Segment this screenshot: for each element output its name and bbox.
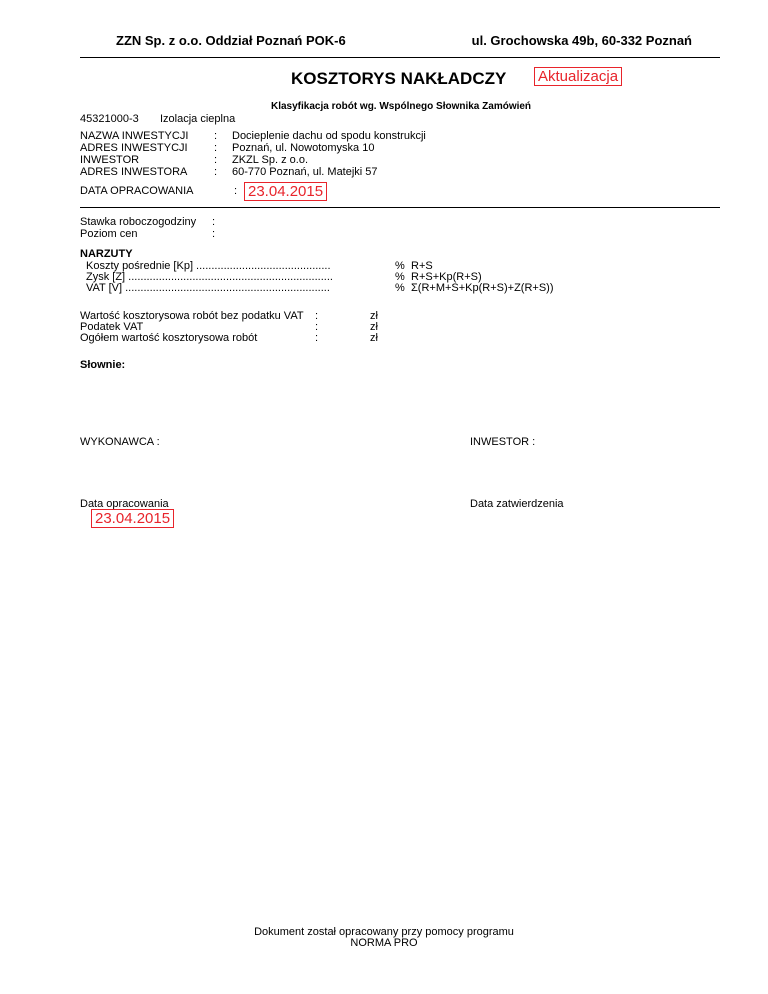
surcharge-basis: Σ(R+M+S+Kp(R+S)+Z(R+S)) xyxy=(411,282,554,294)
date-stamp: 23.04.2015 xyxy=(244,182,327,201)
total-unit: zł xyxy=(370,310,378,322)
page-title: KOSZTORYS NAKŁADCZY xyxy=(291,69,507,88)
investor-label: INWESTOR : xyxy=(470,436,536,448)
approval-date-label: Data zatwierdzenia xyxy=(470,498,564,510)
in-words-label: Słownie: xyxy=(80,359,126,371)
label-date: DATA OPRACOWANIA xyxy=(80,185,194,197)
classification-heading: Klasyfikacja robót wg. Wspólnego Słownika Zamówień xyxy=(271,101,532,112)
value-investor-address: 60-770 Poznań, ul. Matejki 57 xyxy=(232,166,378,178)
label-investor-address: ADRES INWESTORA xyxy=(80,166,188,178)
surcharge-unit: % xyxy=(395,282,405,294)
surcharge-label: Koszty pośrednie [Kp] ............................................ xyxy=(86,260,331,272)
total-label: Wartość kosztorysowa robót bez podatku VAT xyxy=(80,310,304,322)
colon: : xyxy=(212,228,216,240)
classification-name: Izolacja cieplna xyxy=(160,113,236,125)
value-investor: ZKZL Sp. z o.o. xyxy=(232,154,309,166)
surcharge-label: VAT [V] ................................................................... xyxy=(86,282,330,294)
colon: : xyxy=(234,185,238,197)
label-investment-name: NAZWA INWESTYCJI xyxy=(80,130,189,142)
label-investor: INWESTOR xyxy=(80,154,140,166)
classification-code: 45321000-3 xyxy=(80,113,139,125)
surcharges-heading: NARZUTY xyxy=(80,248,133,260)
company-name: ZZN Sp. z o.o. Oddział Poznań POK-6 xyxy=(116,33,346,48)
company-address: ul. Grochowska 49b, 60-332 Poznań xyxy=(471,33,692,48)
footer-line-2: NORMA PRO xyxy=(350,937,418,949)
surcharge-basis: R+S+Kp(R+S) xyxy=(411,271,482,283)
surcharge-unit: % xyxy=(395,271,405,283)
colon: : xyxy=(214,166,218,178)
section-divider xyxy=(80,207,720,208)
colon: : xyxy=(315,332,319,344)
contractor-label: WYKONAWCA : xyxy=(80,436,160,448)
footer-line-1: Dokument został opracowany przy pomocy programu xyxy=(254,926,514,938)
header-divider xyxy=(80,57,720,58)
colon: : xyxy=(214,154,218,166)
value-investment-name: Docieplenie dachu od spodu konstrukcji xyxy=(232,130,426,142)
total-label: Ogółem wartość kosztorysowa robót xyxy=(80,332,258,344)
colon: : xyxy=(212,216,216,228)
value-investment-address: Poznań, ul. Nowotomyska 10 xyxy=(232,142,375,154)
label-price-level: Poziom cen xyxy=(80,228,138,240)
colon: : xyxy=(315,321,319,333)
total-label: Podatek VAT xyxy=(80,321,144,333)
label-labour-rate: Stawka roboczogodziny xyxy=(80,216,197,228)
total-unit: zł xyxy=(370,321,378,333)
update-stamp: Aktualizacja xyxy=(534,67,622,86)
surcharge-label: Zysk [Z] ................................................................... xyxy=(86,271,333,283)
label-investment-address: ADRES INWESTYCJI xyxy=(80,142,188,154)
colon: : xyxy=(214,142,218,154)
colon: : xyxy=(214,130,218,142)
colon: : xyxy=(315,310,319,322)
prepared-date-label: Data opracowania xyxy=(80,498,169,510)
prepared-date-stamp: 23.04.2015 xyxy=(91,509,174,528)
surcharge-unit: % xyxy=(395,260,405,272)
total-unit: zł xyxy=(370,332,378,344)
surcharge-basis: R+S xyxy=(411,260,433,272)
